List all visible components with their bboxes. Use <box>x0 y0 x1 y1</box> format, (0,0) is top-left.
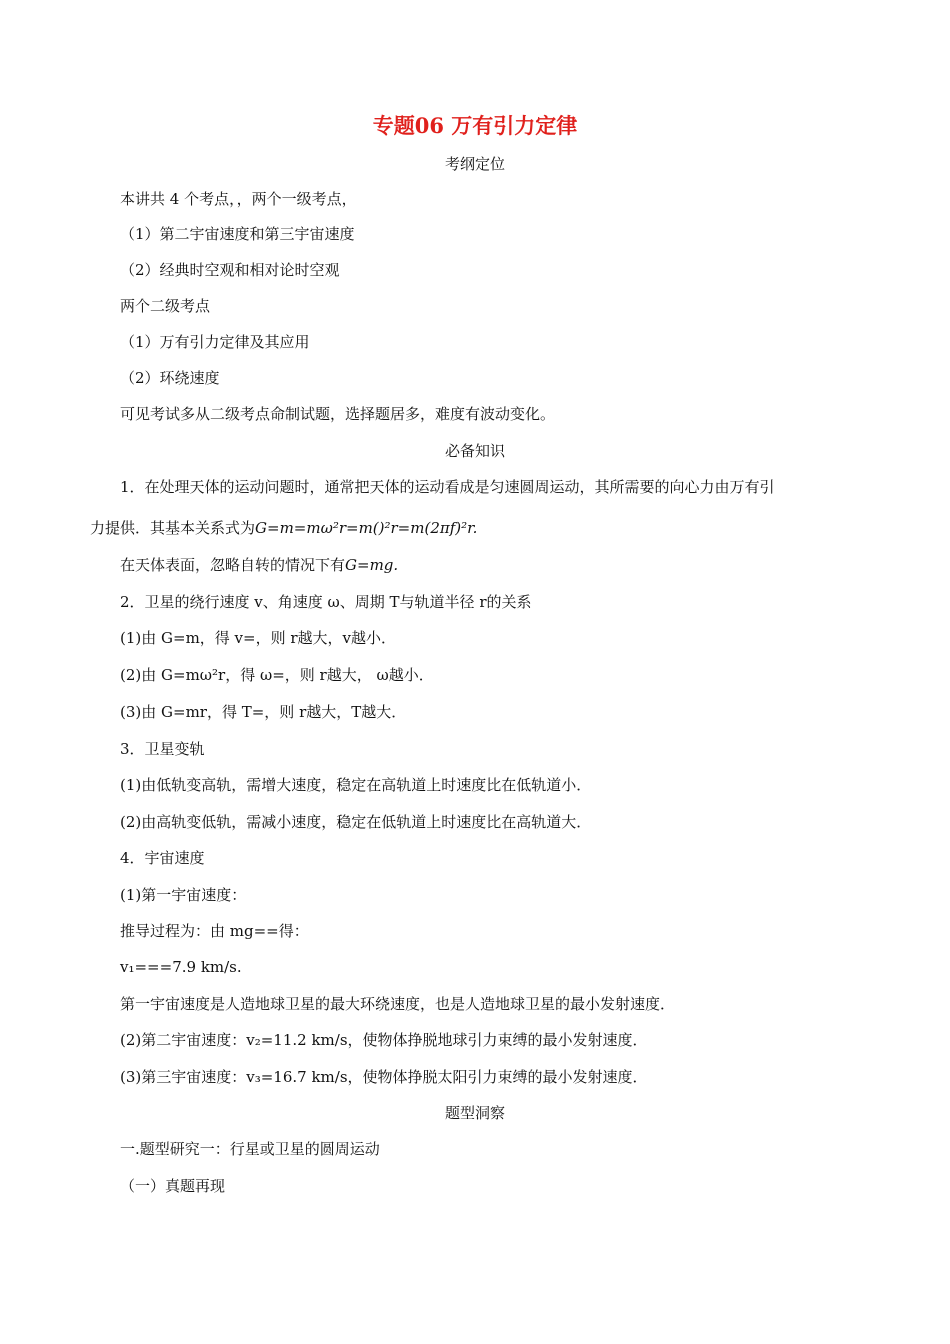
paragraph: 1．在处理天体的运动问题时，通常把天体的运动看成是匀速圆周运动，其所需要的向心力由万有引 <box>120 478 775 496</box>
intro-item: （1）万有引力定律及其应用 <box>120 333 310 351</box>
intro-line: 可见考试多从二级考点命制试题，选择题居多，难度有波动变化。 <box>120 405 556 423</box>
section-heading-outline: 考纲定位 <box>444 155 505 173</box>
paragraph-text: 在天体表面，忽略自转的情况下有 <box>120 556 346 574</box>
intro-line: 两个二级考点 <box>120 297 211 315</box>
subheading: 3．卫星变轨 <box>120 740 205 758</box>
list-item: (2)由 G=mω²r，得 ω=，则 r越大， ω越小． <box>120 666 434 684</box>
paragraph <box>120 555 398 575</box>
formula: G=mg. <box>345 556 399 574</box>
formula: G=m=mω²r=m()²r=m(2πf)²r. <box>255 519 478 537</box>
list-item: （一）真题再现 <box>120 1177 226 1195</box>
intro-line: 本讲共 4 个考点，，两个一级考点， <box>120 190 357 208</box>
list-item: 一.题型研究一：行星或卫星的圆周运动 <box>120 1140 380 1158</box>
list-item: (2)由高轨变低轨，需减小速度，稳定在低轨道上时速度比在高轨道大． <box>120 813 592 831</box>
paragraph-text: 力提供．其基本关系式为 <box>90 519 256 537</box>
formula-line: v₁===7.9 km/s. <box>120 958 242 976</box>
list-item: (3)第三宇宙速度：v₃=16.7 km/s，使物体挣脱太阳引力束缚的最小发射速度． <box>120 1068 648 1086</box>
intro-item: （2）经典时空观和相对论时空观 <box>120 261 340 279</box>
subheading: 2．卫星的绕行速度 v、角速度 ω、周期 T与轨道半径 r的关系 <box>120 593 532 611</box>
intro-item: （2）环绕速度 <box>120 369 220 387</box>
paragraph: 第一宇宙速度是人造地球卫星的最大环绕速度，也是人造地球卫星的最小发射速度． <box>120 995 676 1013</box>
list-item: (1)由 G=m，得 v=，则 r越大，v越小． <box>120 629 397 647</box>
section-heading-insight: 题型洞察 <box>444 1104 505 1122</box>
page-title: 专题06 万有引力定律 <box>372 113 578 138</box>
list-item: (1)由低轨变高轨，需增大速度，稳定在高轨道上时速度比在低轨道小． <box>120 776 592 794</box>
list-item: (1)第一宇宙速度： <box>120 886 247 904</box>
section-heading-knowledge: 必备知识 <box>444 442 505 460</box>
intro-item: （1）第二宇宙速度和第三宇宙速度 <box>120 225 355 243</box>
list-item: (3)由 G=mr，得 T=，则 r越大，T越大． <box>120 703 407 721</box>
paragraph <box>90 518 477 538</box>
list-item: (2)第二宇宙速度：v₂=11.2 km/s，使物体挣脱地球引力束缚的最小发射速度． <box>120 1031 648 1049</box>
subheading: 4．宇宙速度 <box>120 849 205 867</box>
paragraph: 推导过程为：由 mg==得： <box>120 922 309 940</box>
